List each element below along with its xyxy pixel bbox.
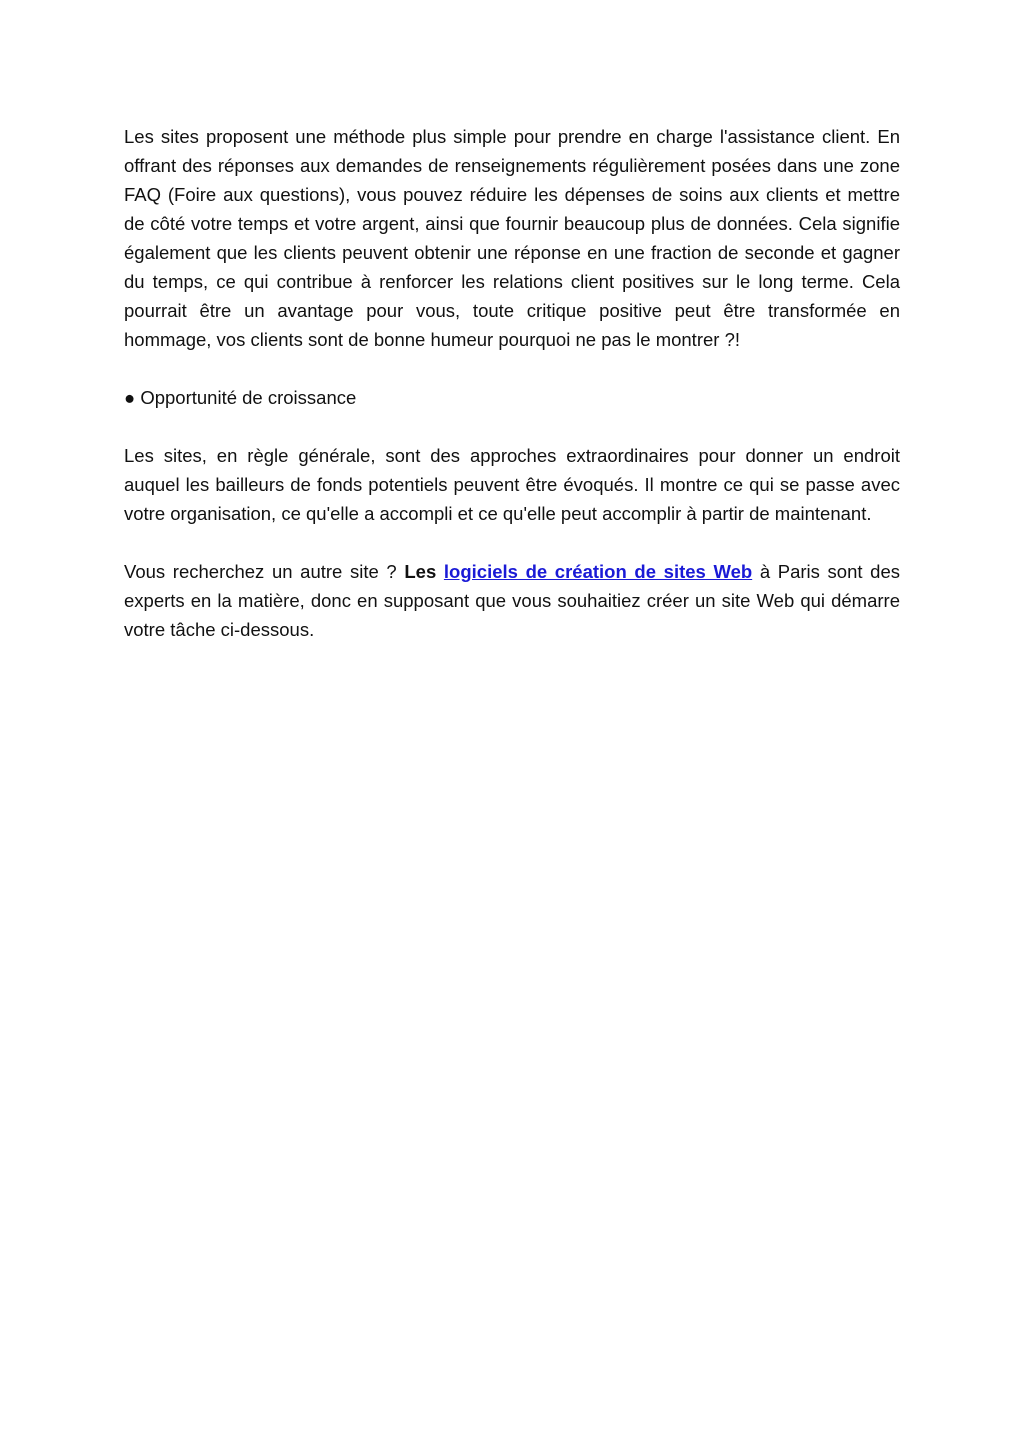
bullet-item — [124, 383, 900, 412]
cta-text-before: Vous recherchez un autre site ? — [124, 561, 405, 582]
cta-text-after: à Paris sont des experts en la matière, donc en supposant que vous souhaitiez créer un site Web qui démarre votre tâche ci-dessous. — [124, 561, 900, 640]
cta-bold-text: Les — [404, 561, 437, 582]
bullet-text: Opportunité de croissance — [140, 387, 357, 408]
paragraph-cta — [124, 557, 900, 644]
bullet-icon: ● — [124, 387, 136, 408]
cta-space — [436, 561, 444, 582]
paragraph-growth: Les sites, en règle générale, sont des approches extraordinaires pour donner un endroit auquel les bailleurs de fonds potentiels peuvent être évoqués. Il montre ce qui se passe avec votre organisation, ce qu'elle a accompli et ce qu'elle peut accomplir à partir de maintenant. — [124, 445, 900, 524]
document-body — [124, 122, 900, 673]
paragraph-support: Les sites proposent une méthode plus simple pour prendre en charge l'assistance client. En offrant des réponses aux demandes de renseignements régulièrement posées dans une zone FAQ (Foire aux questions), vous pouvez réduire les dépenses de soins aux clients et mettre de côté votre temps et votre argent, ainsi que fournir beaucoup plus de données. Cela signifie également que les clients peuvent obtenir une réponse en une fraction de seconde et gagner du temps, ce qui contribue à renforcer les relations client positives sur le long terme. Cela pourrait être un avantage pour vous, toute critique positive peut être transformée en hommage, vos clients sont de bonne humeur pourquoi ne pas le montrer ?! — [124, 126, 900, 350]
website-software-link[interactable]: logiciels de création de sites Web — [443, 561, 753, 582]
